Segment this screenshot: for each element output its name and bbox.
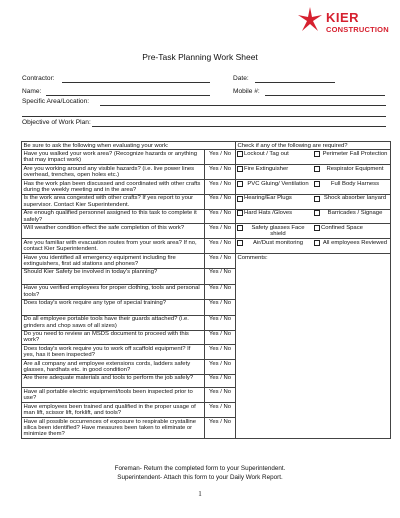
- check-item[interactable]: Lockout / Tag out: [236, 150, 313, 157]
- check-item[interactable]: All employees Reviewed: [313, 239, 390, 246]
- table-header-row: [22, 142, 391, 150]
- checkbox[interactable]: [237, 151, 243, 157]
- checkbox[interactable]: [237, 196, 243, 202]
- question-text: Has the work plan been discussed and coordinated with other crafts during the weekly meeting and in the area?: [22, 180, 205, 195]
- question-text: Are you working around any visible hazards? (i.e. live power lines overhead, trenches, open holes etc.): [22, 165, 205, 180]
- question-text: Does today's work require any type of special training?: [22, 299, 205, 315]
- kier-logo: [296, 6, 389, 40]
- table-row: [22, 254, 391, 269]
- yes-no-answer[interactable]: Yes / No: [205, 224, 236, 239]
- yes-no-answer[interactable]: Yes / No: [205, 388, 236, 403]
- checkbox[interactable]: [237, 240, 243, 246]
- table-row: [22, 209, 391, 224]
- question-text: Do you need to review an MSDS document to proceed with this work?: [22, 330, 205, 345]
- contractor-label: Contractor:: [22, 75, 55, 82]
- check-cell: [236, 224, 391, 239]
- table-row: [22, 150, 391, 165]
- page-title: Pre-Task Planning Work Sheet: [142, 52, 258, 62]
- question-text: Are all company and employee extensions cords, ladders safety glasses, hardhats etc. in good condition?: [22, 360, 205, 375]
- table-row: [22, 224, 391, 239]
- check-item[interactable]: PVC Gluing/ Ventilation: [236, 180, 313, 187]
- check-item[interactable]: Barricades / Signage: [313, 210, 390, 217]
- yes-no-answer[interactable]: Yes / No: [205, 268, 236, 284]
- header-right: Check if any of the following are required?: [236, 142, 391, 150]
- footer-foreman-note: Foreman- Return the completed form to your Superintendent.: [114, 465, 286, 472]
- yes-no-answer[interactable]: Yes / No: [205, 403, 236, 418]
- table-row: [22, 194, 391, 209]
- question-text: Have all possible occurrences of exposure to respirable crystalline silica been identified? Have measures been taken to eliminate or minimize them?: [22, 418, 205, 439]
- page-number: 1: [198, 490, 202, 498]
- checkbox[interactable]: [237, 166, 243, 172]
- yes-no-answer[interactable]: Yes / No: [205, 150, 236, 165]
- check-cell: [236, 150, 391, 165]
- check-item[interactable]: Confined Space: [313, 224, 390, 238]
- yes-no-answer[interactable]: Yes / No: [205, 299, 236, 315]
- check-cell: [236, 239, 391, 254]
- question-text: Will weather condition effect the safe completion of this work?: [22, 224, 205, 239]
- yes-no-answer[interactable]: Yes / No: [205, 374, 236, 388]
- question-text: Are you familiar with evacuation routes from your work area? If no, contact Kier Superintendent.: [22, 239, 205, 254]
- mobile-field[interactable]: [265, 95, 385, 96]
- checkbox[interactable]: [314, 225, 320, 231]
- checkbox[interactable]: [237, 225, 243, 231]
- name-label: Name:: [22, 88, 42, 95]
- area-field[interactable]: [100, 105, 386, 106]
- question-text: Have you identified all emergency equipment including fire extinguishers, first aid stations and phones?: [22, 254, 205, 269]
- check-item[interactable]: Safety glasses Face shield: [236, 224, 313, 238]
- comments-label: Comments:: [237, 254, 268, 261]
- question-text: Do all employee portable tools have their guards attached? (i.e. grinders and chop saws of all sizes): [22, 315, 205, 330]
- yes-no-answer[interactable]: Yes / No: [205, 180, 236, 195]
- check-item[interactable]: Hearing/Ear Plugs: [236, 195, 313, 202]
- yes-no-answer[interactable]: Yes / No: [205, 345, 236, 360]
- checkbox[interactable]: [314, 166, 320, 172]
- objective-label: Objective of Work Plan:: [22, 119, 91, 126]
- check-cell: [236, 180, 391, 195]
- checkbox[interactable]: [237, 181, 243, 187]
- yes-no-answer[interactable]: Yes / No: [205, 165, 236, 180]
- name-field[interactable]: [46, 95, 210, 96]
- check-item[interactable]: Fire Extinguisher: [236, 165, 313, 172]
- check-cell: [236, 165, 391, 180]
- yes-no-answer[interactable]: Yes / No: [205, 330, 236, 345]
- checklist-table: [21, 141, 391, 439]
- logo-text: KIER: [326, 10, 360, 25]
- check-item[interactable]: Respirator Equipment: [313, 165, 390, 172]
- checkbox[interactable]: [314, 181, 320, 187]
- check-item[interactable]: Shock absorber lanyard: [313, 195, 390, 202]
- date-field[interactable]: [255, 82, 335, 83]
- question-text: Is the work area congested with other crafts? If yes report to your supervisor. Contact Kier Superintendent.: [22, 194, 205, 209]
- question-text: Does today's work require you to work off scaffold equipment? If yes, has it been inspected?: [22, 345, 205, 360]
- objective-field[interactable]: [92, 126, 386, 127]
- question-text: Have all portable electric equipment/tools been inspected prior to use?: [22, 388, 205, 403]
- contractor-field[interactable]: [62, 82, 210, 83]
- yes-no-answer[interactable]: Yes / No: [205, 360, 236, 375]
- date-label: Date:: [233, 75, 249, 82]
- kier-star-icon: [296, 6, 324, 34]
- yes-no-answer[interactable]: Yes / No: [205, 239, 236, 254]
- yes-no-answer[interactable]: Yes / No: [205, 254, 236, 269]
- area-label: Specific Area/Location:: [22, 98, 90, 105]
- area-field-extra-line[interactable]: [22, 116, 386, 117]
- mobile-label: Mobile #:: [233, 88, 260, 95]
- yes-no-answer[interactable]: Yes / No: [205, 315, 236, 330]
- question-text: Are enough qualified personnel assigned to this task to complete it safely?: [22, 209, 205, 224]
- checkbox[interactable]: [314, 240, 320, 246]
- question-text: Should Kier Safety be involved in today's planning?: [22, 268, 205, 284]
- checkbox[interactable]: [237, 210, 243, 216]
- check-item[interactable]: Perimeter Fall Protection: [313, 150, 390, 157]
- check-cell: [236, 194, 391, 209]
- comments-box[interactable]: [236, 254, 391, 439]
- check-item[interactable]: Full Body Harness: [313, 180, 390, 187]
- yes-no-answer[interactable]: Yes / No: [205, 418, 236, 439]
- table-row: [22, 239, 391, 254]
- checkbox[interactable]: [314, 151, 320, 157]
- yes-no-answer[interactable]: Yes / No: [205, 209, 236, 224]
- check-item[interactable]: Air/Dust monitoring: [236, 239, 313, 246]
- check-cell: [236, 209, 391, 224]
- footer-superintendent-note: Superintendent- Attach this form to your Daily Work Report.: [117, 474, 283, 481]
- logo-subtext: CONSTRUCTION: [326, 25, 389, 34]
- header-left: Be sure to ask the following when evaluating your work:: [22, 142, 236, 150]
- table-row: [22, 180, 391, 195]
- yes-no-answer[interactable]: Yes / No: [205, 194, 236, 209]
- check-item[interactable]: Hard Hats /Gloves: [236, 210, 313, 217]
- checkbox[interactable]: [314, 196, 320, 202]
- checkbox[interactable]: [314, 210, 320, 216]
- question-text: Have employees been trained and qualified in the proper usage of man lift, scissor lift, forklift, and tools?: [22, 403, 205, 418]
- question-text: Have you walked your work area? (Recognize hazards or anything that may impact work): [22, 150, 205, 165]
- yes-no-answer[interactable]: Yes / No: [205, 284, 236, 299]
- table-row: [22, 165, 391, 180]
- question-text: Are there adequate materials and tools to perform the job safely?: [22, 374, 205, 388]
- question-text: Have you verified employees for proper clothing, tools and personal tools?: [22, 284, 205, 299]
